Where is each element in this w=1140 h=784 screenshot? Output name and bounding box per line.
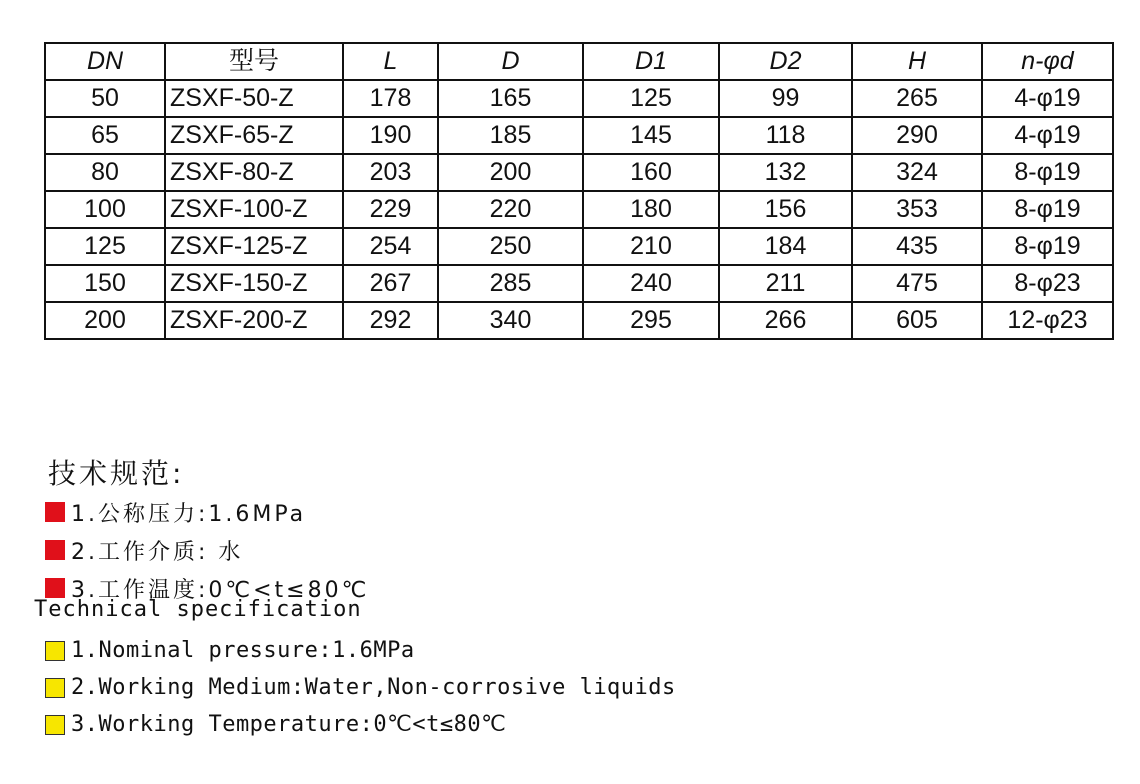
cell-d1: 240 — [583, 265, 719, 302]
cell-bolt-holes: 8-φ23 — [982, 265, 1113, 302]
cell-d2: 184 — [719, 228, 852, 265]
table-body — [45, 80, 1113, 339]
zh-spec-list — [45, 493, 369, 607]
cell-d1: 125 — [583, 80, 719, 117]
cell-h: 435 — [852, 228, 982, 265]
cell-d: 340 — [438, 302, 583, 339]
table-row — [45, 302, 1113, 339]
cell-d: 185 — [438, 117, 583, 154]
cell-d2: 118 — [719, 117, 852, 154]
red-square-icon — [45, 578, 65, 598]
cell-dn: 50 — [45, 80, 165, 117]
dimension-table — [44, 42, 1114, 340]
zh-spec-item-text: 1.公称压力:1.6MPa — [71, 501, 307, 527]
cell-bolt-holes: 4-φ19 — [982, 80, 1113, 117]
cell-model: ZSXF-125-Z — [165, 228, 343, 265]
en-spec-item-text: 2.Working Medium:Water,Non-corrosive liquids — [71, 675, 676, 700]
cell-d2: 156 — [719, 191, 852, 228]
list-item — [45, 706, 676, 743]
list-item — [45, 669, 676, 706]
red-square-icon — [45, 502, 65, 522]
cell-dn: 100 — [45, 191, 165, 228]
cell-d: 165 — [438, 80, 583, 117]
cell-bolt-holes: 8-φ19 — [982, 191, 1113, 228]
red-square-icon — [45, 540, 65, 560]
header-dn: DN — [45, 43, 165, 80]
table-row — [45, 80, 1113, 117]
cell-d: 250 — [438, 228, 583, 265]
header-bolt-holes: n-φd — [982, 43, 1113, 80]
cell-bolt-holes: 8-φ19 — [982, 228, 1113, 265]
cell-l: 254 — [343, 228, 438, 265]
cell-d2: 132 — [719, 154, 852, 191]
header-d: D — [438, 43, 583, 80]
en-spec-title: Technical specification — [34, 597, 362, 622]
cell-dn: 65 — [45, 117, 165, 154]
cell-d2: 211 — [719, 265, 852, 302]
cell-d1: 160 — [583, 154, 719, 191]
table-row — [45, 117, 1113, 154]
yellow-square-icon — [45, 641, 65, 661]
list-item — [45, 493, 369, 531]
cell-l: 292 — [343, 302, 438, 339]
en-spec-item-text: 1.Nominal pressure:1.6MPa — [71, 638, 415, 663]
cell-d1: 210 — [583, 228, 719, 265]
cell-h: 324 — [852, 154, 982, 191]
table-header-row — [45, 43, 1113, 80]
cell-l: 267 — [343, 265, 438, 302]
header-h: H — [852, 43, 982, 80]
cell-model: ZSXF-50-Z — [165, 80, 343, 117]
cell-h: 290 — [852, 117, 982, 154]
list-item — [45, 531, 369, 569]
cell-d: 200 — [438, 154, 583, 191]
cell-dn: 150 — [45, 265, 165, 302]
table-row — [45, 265, 1113, 302]
table-row — [45, 228, 1113, 265]
cell-h: 475 — [852, 265, 982, 302]
cell-model: ZSXF-150-Z — [165, 265, 343, 302]
cell-d: 220 — [438, 191, 583, 228]
cell-h: 265 — [852, 80, 982, 117]
cell-model: ZSXF-100-Z — [165, 191, 343, 228]
cell-d2: 99 — [719, 80, 852, 117]
cell-d1: 295 — [583, 302, 719, 339]
header-model: 型号 — [165, 43, 343, 80]
table-row — [45, 154, 1113, 191]
cell-d1: 145 — [583, 117, 719, 154]
list-item — [45, 632, 676, 669]
en-spec-item-text: 3.Working Temperature:0℃<t≤80℃ — [71, 712, 507, 737]
yellow-square-icon — [45, 715, 65, 735]
header-l: L — [343, 43, 438, 80]
cell-d1: 180 — [583, 191, 719, 228]
cell-l: 203 — [343, 154, 438, 191]
cell-bolt-holes: 8-φ19 — [982, 154, 1113, 191]
cell-dn: 200 — [45, 302, 165, 339]
header-d1: D1 — [583, 43, 719, 80]
zh-spec-item-text: 3.工作温度:0℃<t≤80℃ — [71, 577, 370, 603]
yellow-square-icon — [45, 678, 65, 698]
cell-l: 178 — [343, 80, 438, 117]
cell-d2: 266 — [719, 302, 852, 339]
cell-h: 353 — [852, 191, 982, 228]
cell-model: ZSXF-80-Z — [165, 154, 343, 191]
cell-d: 285 — [438, 265, 583, 302]
cell-l: 229 — [343, 191, 438, 228]
cell-bolt-holes: 12-φ23 — [982, 302, 1113, 339]
table-row — [45, 191, 1113, 228]
cell-model: ZSXF-65-Z — [165, 117, 343, 154]
en-spec-list — [45, 632, 676, 743]
cell-dn: 80 — [45, 154, 165, 191]
zh-spec-item-text: 2.工作介质: 水 — [71, 539, 244, 565]
cell-bolt-holes: 4-φ19 — [982, 117, 1113, 154]
cell-dn: 125 — [45, 228, 165, 265]
zh-spec-title: 技术规范: — [48, 457, 185, 490]
cell-l: 190 — [343, 117, 438, 154]
header-d2: D2 — [719, 43, 852, 80]
cell-h: 605 — [852, 302, 982, 339]
cell-model: ZSXF-200-Z — [165, 302, 343, 339]
